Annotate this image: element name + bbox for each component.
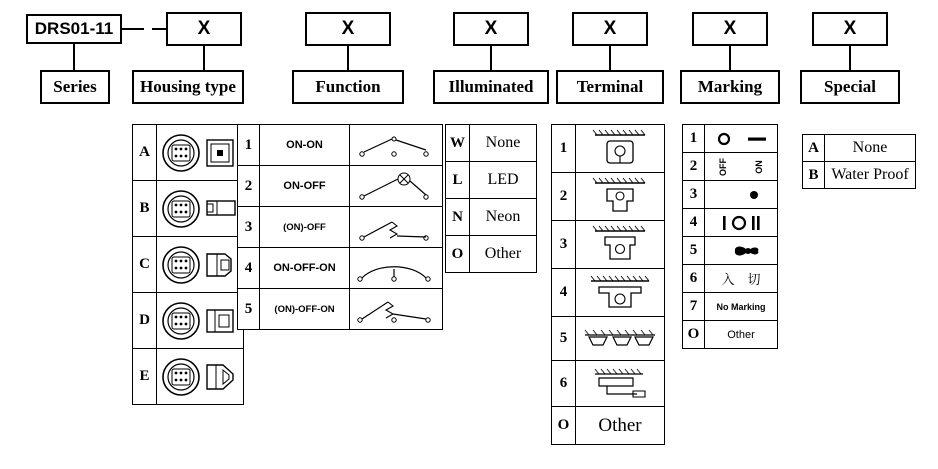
- housing-key-e: E: [133, 349, 157, 405]
- illuminated-key-l: L: [446, 162, 470, 199]
- table-row[interactable]: [552, 317, 665, 361]
- terminal-key-4: 4: [552, 269, 576, 317]
- table-row[interactable]: [238, 289, 443, 330]
- illuminated-key-o: O: [446, 236, 470, 273]
- table-row[interactable]: [683, 125, 778, 153]
- table-row[interactable]: [683, 181, 778, 209]
- header-special: Special: [800, 70, 900, 104]
- function-label-2: ON-OFF: [260, 166, 350, 207]
- dropper-terminal: [609, 46, 611, 70]
- table-row[interactable]: [133, 349, 244, 405]
- table-row[interactable]: [238, 166, 443, 207]
- table-row[interactable]: [446, 199, 537, 236]
- marking-i-o-ii-icon: [705, 209, 778, 237]
- marking-fan-icon: [705, 237, 778, 265]
- table-row[interactable]: [552, 221, 665, 269]
- marking-off-on-icon: [705, 153, 778, 181]
- terminal-type-5-icon: [576, 317, 665, 361]
- dropper-function: [347, 46, 349, 70]
- marking-dot-icon: [705, 181, 778, 209]
- code-box-housing: X: [166, 12, 242, 46]
- code-box-special: X: [812, 12, 888, 46]
- table-row[interactable]: [238, 248, 443, 289]
- circuit-on-off-on-icon: [350, 248, 443, 289]
- terminal-type-3-icon: [576, 221, 665, 269]
- marking-key-3: 3: [683, 181, 705, 209]
- housing-key-a: A: [133, 125, 157, 181]
- code-box-terminal: X: [572, 12, 648, 46]
- table-row[interactable]: [552, 407, 665, 445]
- table-row[interactable]: [446, 125, 537, 162]
- terminal-type-1-icon: [576, 125, 665, 173]
- function-key-4: 4: [238, 248, 260, 289]
- dropper-illuminated: [490, 46, 492, 70]
- table-row[interactable]: [552, 173, 665, 221]
- terminal-key-1: 1: [552, 125, 576, 173]
- housing-type-table: [132, 124, 244, 405]
- dropper-marking: [729, 46, 731, 70]
- illuminated-label-l: LED: [470, 162, 537, 199]
- terminal-key-2: 2: [552, 173, 576, 221]
- housing-key-b: B: [133, 181, 157, 237]
- special-table: [802, 134, 916, 189]
- dropper-special: [849, 46, 851, 70]
- terminal-label-o: Other: [576, 407, 665, 445]
- housing-type-b-icon: [157, 181, 244, 237]
- illuminated-table: [445, 124, 537, 273]
- series-code-box: DRS01-11: [26, 14, 122, 44]
- header-illuminated: Illuminated: [433, 70, 549, 104]
- housing-type-d-icon: [157, 293, 244, 349]
- circuit-momentary-on-off-on-icon: [350, 289, 443, 330]
- terminal-type-2-icon: [576, 173, 665, 221]
- code-box-marking: X: [692, 12, 768, 46]
- header-function: Function: [292, 70, 404, 104]
- housing-type-a-icon: [157, 125, 244, 181]
- dropper-housing: [203, 46, 205, 70]
- marking-key-7: 7: [683, 293, 705, 321]
- dropper-series: [73, 44, 75, 70]
- table-row[interactable]: [683, 321, 778, 349]
- code-box-illuminated: X: [453, 12, 529, 46]
- table-row[interactable]: [683, 237, 778, 265]
- housing-type-e-icon: [157, 349, 244, 405]
- marking-japanese-icon: 入 切: [705, 265, 778, 293]
- table-row[interactable]: [446, 162, 537, 199]
- table-row[interactable]: [133, 181, 244, 237]
- special-key-b: B: [803, 162, 825, 189]
- housing-key-d: D: [133, 293, 157, 349]
- series-connector-line: [122, 28, 144, 30]
- table-row[interactable]: [683, 265, 778, 293]
- marking-label-o: Other: [705, 321, 778, 349]
- marking-key-1: 1: [683, 125, 705, 153]
- table-row[interactable]: [552, 125, 665, 173]
- table-row[interactable]: [552, 269, 665, 317]
- illuminated-key-n: N: [446, 199, 470, 236]
- table-row[interactable]: [683, 293, 778, 321]
- terminal-key-6: 6: [552, 361, 576, 407]
- function-key-1: 1: [238, 125, 260, 166]
- table-row[interactable]: [803, 135, 916, 162]
- table-row[interactable]: [238, 125, 443, 166]
- header-series: Series: [40, 70, 110, 104]
- function-key-5: 5: [238, 289, 260, 330]
- function-label-3: (ON)-OFF: [260, 207, 350, 248]
- svg-text:ON: ON: [754, 159, 764, 174]
- table-row[interactable]: [133, 125, 244, 181]
- illuminated-label-n: Neon: [470, 199, 537, 236]
- code-box-function: X: [305, 12, 391, 46]
- header-housing-type: Housing type: [132, 70, 244, 104]
- terminal-type-6-icon: [576, 361, 665, 407]
- table-row[interactable]: [683, 153, 778, 181]
- svg-text:OFF: OFF: [718, 157, 728, 176]
- table-row[interactable]: [803, 162, 916, 189]
- terminal-key-5: 5: [552, 317, 576, 361]
- header-terminal: Terminal: [556, 70, 664, 104]
- illuminated-key-w: W: [446, 125, 470, 162]
- marking-table: [682, 124, 778, 349]
- marking-key-6: 6: [683, 265, 705, 293]
- terminal-type-4-icon: [576, 269, 665, 317]
- marking-key-o: O: [683, 321, 705, 349]
- table-row[interactable]: [133, 237, 244, 293]
- table-row[interactable]: [238, 207, 443, 248]
- marking-key-4: 4: [683, 209, 705, 237]
- function-label-4: ON-OFF-ON: [260, 248, 350, 289]
- function-key-2: 2: [238, 166, 260, 207]
- terminal-key-3: 3: [552, 221, 576, 269]
- housing-type-c-icon: [157, 237, 244, 293]
- special-label-a: None: [825, 135, 916, 162]
- table-row[interactable]: [552, 361, 665, 407]
- function-key-3: 3: [238, 207, 260, 248]
- special-label-b: Water Proof: [825, 162, 916, 189]
- function-label-1: ON-ON: [260, 125, 350, 166]
- housing-key-c: C: [133, 237, 157, 293]
- table-row[interactable]: [683, 209, 778, 237]
- circuit-momentary-on-off-icon: [350, 207, 443, 248]
- circuit-on-off-icon: [350, 166, 443, 207]
- marking-label-7: No Marking: [705, 293, 778, 321]
- function-label-5: (ON)-OFF-ON: [260, 289, 350, 330]
- function-table: [237, 124, 443, 330]
- table-row[interactable]: [133, 293, 244, 349]
- table-row[interactable]: [446, 236, 537, 273]
- circuit-on-on-icon: [350, 125, 443, 166]
- marking-key-2: 2: [683, 153, 705, 181]
- illuminated-label-o: Other: [470, 236, 537, 273]
- marking-circle-dash-icon: [705, 125, 778, 153]
- marking-key-5: 5: [683, 237, 705, 265]
- terminal-table: [551, 124, 665, 445]
- special-key-a: A: [803, 135, 825, 162]
- illuminated-label-w: None: [470, 125, 537, 162]
- terminal-key-o: O: [552, 407, 576, 445]
- header-marking: Marking: [680, 70, 780, 104]
